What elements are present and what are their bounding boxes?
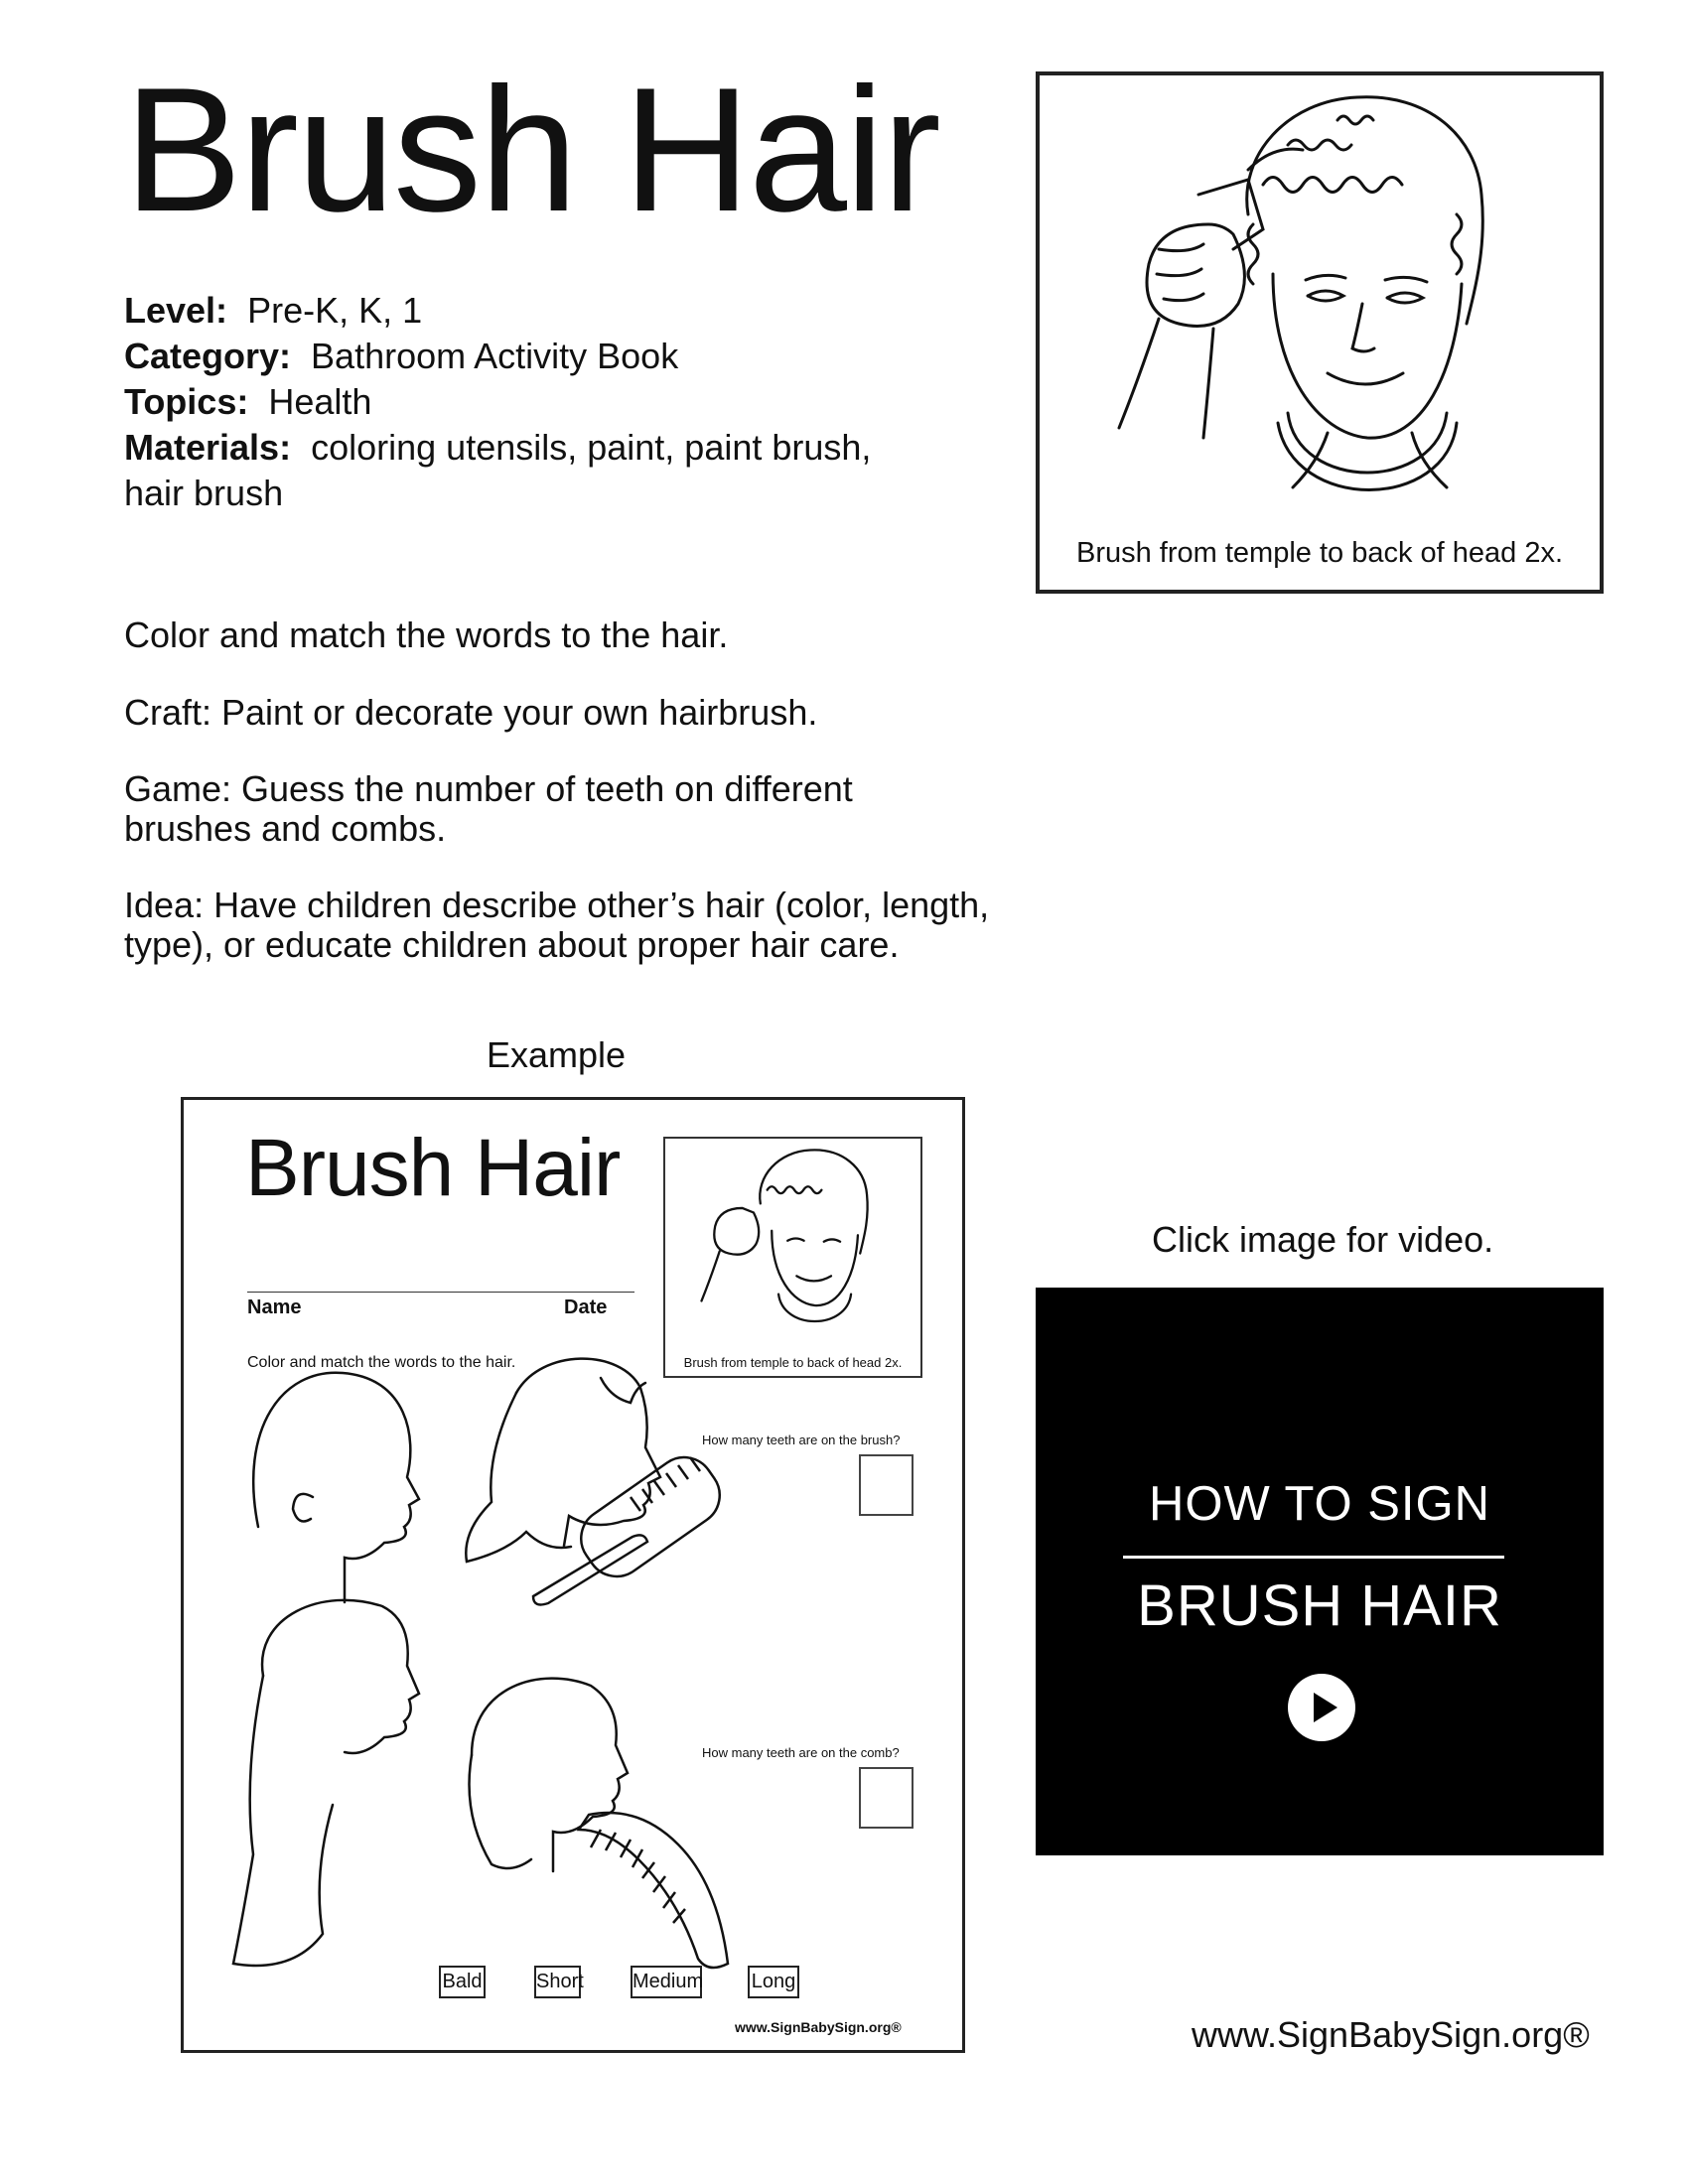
page-title: Brush Hair — [124, 51, 939, 248]
topics-label: Topics: — [124, 381, 249, 422]
sign-illustration — [1040, 75, 1608, 598]
worksheet-url: www.SignBabySign.org® — [735, 2019, 902, 2035]
example-worksheet — [181, 1097, 965, 2053]
category-value: Bathroom Activity Book — [311, 336, 679, 376]
sign-caption: Brush from temple to back of head 2x. — [1075, 537, 1564, 569]
activity-info — [124, 288, 918, 516]
word-short: Short — [534, 1966, 581, 1998]
level-row — [124, 288, 918, 334]
short-hair-head — [472, 1679, 628, 1871]
video-title-line1: HOW TO SIGN — [1148, 1477, 1491, 1531]
worksheet-date-label: Date — [564, 1297, 608, 1318]
example-label: Example — [487, 1034, 627, 1075]
video-title-line2: BRUSH HAIR — [1137, 1573, 1502, 1638]
worksheet-instruction: Color and match the words to the hair. — [247, 1354, 516, 1371]
click-video-label: Click image for video. — [1152, 1219, 1494, 1260]
video-thumbnail[interactable] — [1036, 1288, 1604, 1855]
brush-question: How many teeth are on the brush? — [702, 1433, 901, 1447]
materials-label: Materials: — [124, 427, 292, 468]
materials-row — [124, 425, 889, 516]
comb-drawing — [579, 1813, 728, 1968]
category-row — [124, 334, 918, 379]
level-value: Pre-K, K, 1 — [247, 290, 423, 331]
activity-craft: Craft: Paint or decorate your own hairbrush. — [124, 692, 818, 733]
footer-url[interactable]: www.SignBabySign.org® — [1192, 2014, 1590, 2055]
sign-illustration-box — [1036, 71, 1604, 594]
activity-idea: Idea: Have children describe other’s hair (color, length, type), or educate children about proper hair care. — [124, 885, 990, 965]
materials-value: coloring utensils, paint, paint brush, hair brush — [124, 427, 872, 513]
worksheet-drawings — [184, 1100, 968, 2056]
worksheet-name-label: Name — [247, 1297, 302, 1318]
worksheet-title: Brush Hair — [245, 1123, 621, 1213]
word-medium: Medium — [631, 1966, 702, 1998]
video-divider — [1123, 1556, 1504, 1559]
comb-question: How many teeth are on the comb? — [702, 1745, 900, 1760]
level-label: Level: — [124, 290, 228, 331]
word-bald: Bald — [439, 1966, 486, 1998]
long-hair-head — [262, 1600, 419, 1753]
topics-row — [124, 379, 918, 425]
brush-answer-box[interactable] — [859, 1454, 914, 1516]
category-label: Category: — [124, 336, 292, 376]
hairbrush-drawing — [533, 1445, 732, 1604]
bald-head — [253, 1373, 419, 1602]
activity-color: Color and match the words to the hair. — [124, 614, 729, 655]
topics-value: Health — [268, 381, 372, 422]
word-long: Long — [748, 1966, 799, 1998]
activity-game: Game: Guess the number of teeth on different brushes and combs. — [124, 768, 853, 849]
comb-answer-box[interactable] — [859, 1767, 914, 1829]
worksheet-sign-caption: Brush from temple to back of head 2x. — [683, 1355, 903, 1370]
play-icon[interactable] — [1287, 1673, 1356, 1742]
